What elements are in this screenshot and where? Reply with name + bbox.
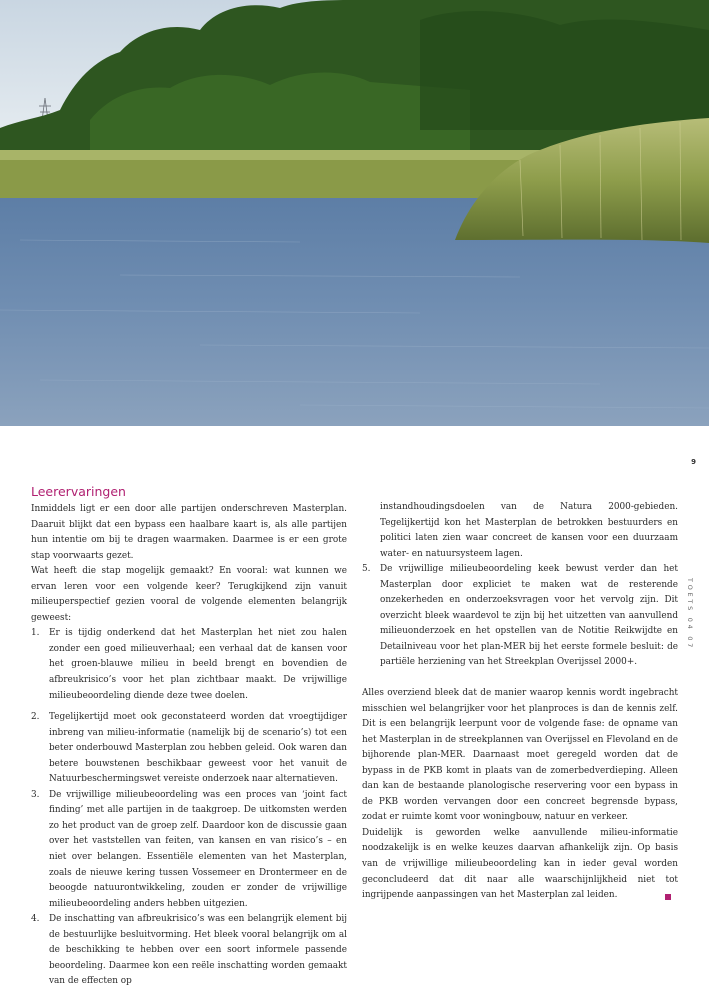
list-item: [362, 562, 678, 671]
journal-side-label: TOETS 04 07: [686, 578, 694, 651]
list-text: instandhoudingsdoelen van de Natura 2000-gebieden. Tegelijkertijd kon het Masterplan de betrokken bestuurders en politici laten zien waar concreet de kansen voor een duurzaam water- en natuursysteem lagen.: [380, 502, 678, 559]
list-text: Tegelijkertijd moet ook geconstateerd worden dat vroegtijdiger inbreng van milieu-informatie (namelijk bij de scenario’s) tot een beter onderbouwd Masterplan zou hebben geleid. Ook waren dan betere bouwstenen beschikbaar geweest voor het vanuit de Natuurbeschermingswet vereiste onderzoek naar alternatieven.: [49, 712, 347, 785]
list-text: De vrijwillige milieubeoordeling was een proces van ‘joint fact finding’ met alle partijen in de taakgroep. De uitkomsten werden zo het product van de groep zelf. Daardoor kon de discussie gaan over het vaststellen van feiten, van kansen en van risico’s – en niet over belangen. Essentiële elementen van het Masterplan, zoals de nieuwe kering tussen Vossemeer en Drontermeer en de beoogde natuurontwikkeling, zouden er zonder de vrijwillige milieubeoordeling anders hebben uitgezien.: [49, 789, 347, 909]
paragraph-spacer: [362, 671, 678, 686]
left-column: [31, 502, 347, 990]
list-item-continuation: [362, 500, 678, 562]
lessons-list: [31, 626, 347, 990]
section-heading: Leerervaringen: [31, 484, 126, 499]
list-number: 3.: [31, 789, 40, 800]
final-paragraph: Duidelijk is geworden welke aanvullende milieu-informatie noodzakelijk is en welke keuzes daarvan afhankelijk zijn. Op basis van de vrijwillige milieubeoordeling kan in ieder geval worden geconcludeerd dat dit naar alle waarschijnlijkheid niet tot ingrijpende aanpassingen van het Masterplan zal leiden.: [362, 827, 678, 901]
landscape-photo: [0, 0, 709, 426]
conclusion-paragraph: Alles overziend bleek dat de manier waarop kennis wordt ingebracht misschien wel belangrijker voor het planproces is dan de kennis zelf. Dit is een belangrijk leerpunt voor de volgende fase: de opname van het Masterplan in de streekplannen van Overijssel en Flevoland en de bijhorende plan-MER. Daarnaast moet geregeld worden dat de bypass in de PKB komt in plaats van de zomerbedverdieping. Alleen dan kan de bestaande planologische reservering voor een bypass in de PKB worden vervangen door een concreet begrensde bypass, zodat er ruimte komt voor woningbouw, natuur en verkeer.: [362, 688, 678, 823]
list-number: 5.: [362, 564, 371, 575]
list-item: [31, 788, 347, 912]
list-item: [31, 710, 347, 788]
lessons-list-continued: [362, 500, 678, 671]
lake-reeds-illustration: [0, 0, 709, 426]
list-number: 2.: [31, 712, 40, 723]
end-of-article-mark: [665, 894, 671, 900]
right-column: [362, 500, 678, 904]
list-item: [31, 912, 347, 990]
list-number: 4.: [31, 914, 40, 925]
question-paragraph: Wat heeft die stap mogelijk gemaakt? En vooral: wat kunnen we ervan leren voor een volgende keer? Terugkijkend zijn vanuit milieuperspectief gezien vooral de volgende elementen belangrijk geweest:: [31, 566, 347, 623]
list-number: 1.: [31, 628, 40, 639]
list-item: [31, 626, 347, 704]
list-text: Er is tijdig onderkend dat het Masterplan het niet zou halen zonder een goed milieuverhaal; een verhaal dat de kansen voor het groen-blauwe milieu in beeld brengt en bovendien de afbreukrisico’s voor het plan zichtbaar maakt. De vrijwillige milieubeoordeling diende deze twee doelen.: [49, 628, 347, 701]
list-text: De inschatting van afbreukrisico’s was een belangrijk element bij de bestuurlijke besluitvorming. Het bleek vooral belangrijk om al de beschikking te hebben over een soort informele passende beoordeling. Daarmee kon een reële inschatting worden gemaakt van de effecten op: [49, 914, 347, 987]
page-number: 9: [691, 458, 696, 466]
list-text: De vrijwillige milieubeoordeling keek bewust verder dan het Masterplan door expliciet te maken wat de resterende onzekerheden en onderzoeksvragen voor het vervolg zijn. Dit overzicht bleek waardevol te zijn bij het uitzetten van aanvullend milieuonderzoek en het opstellen van de Notitie Reikwijdte en Detailniveau voor het plan-MER bij het eerste formele besluit: de partiële herziening van het Streekplan Overijssel 2000+.: [380, 564, 678, 668]
intro-paragraph: Inmiddels ligt er een door alle partijen onderschreven Masterplan. Daaruit blijkt dat een bypass een haalbare kaart is, als alle partijen hun intentie om bij te dragen waarmaken. Daarmee is er een grote stap voorwaarts gezet.: [31, 504, 347, 561]
